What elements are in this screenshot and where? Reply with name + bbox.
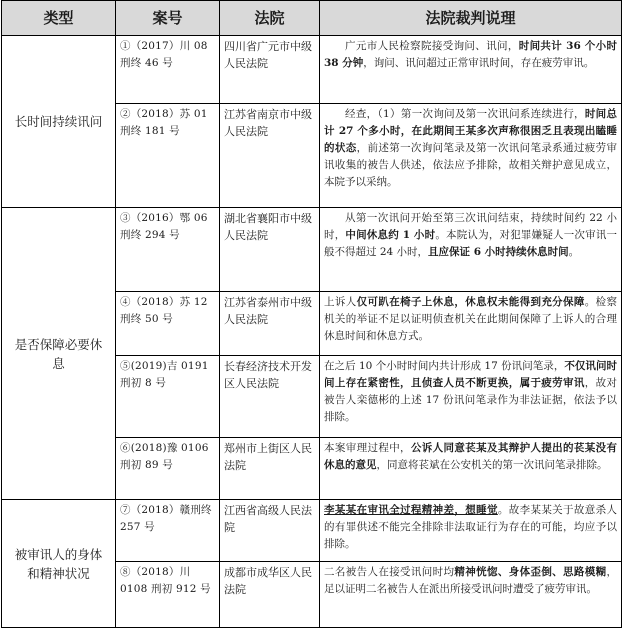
- reason-text: 广元市人民检察院接受询问、讯问，时间共计 36 个小时 38 分钟，询问、讯问超过正常审讯时间，存在疲劳审讯。: [320, 36, 622, 104]
- table-row: [2, 208, 622, 292]
- reason-text: 从第一次讯问开始至第三次讯问结束，持续时间约 22 小时，中间休息约 1 小时。本院认为，对犯罪嫌疑人一次审讯一般不得超过 24 小时，且应保证 6 小时持续休息时间。: [320, 208, 622, 292]
- reason-text: 经查，（1）第一次询问及第一次讯问系连续进行，时间总计 27 个多小时，在此期间王某多次声称很困乏且表现出瞌睡的状态，前述第一次询问笔录及第一次讯问笔录系通过疲劳审讯收集的被告人供述，依法应予排除，故相关辩护意见成立，本院予以采纳。: [320, 104, 622, 208]
- reason-text: 上诉人仅可趴在椅子上休息，休息权未能得到充分保障。检察机关的举证不足以证明侦查机关在此期间保障了上诉人的合理休息时间和休息方式。: [320, 292, 622, 356]
- case-number: ⑥(2018)豫 0106 刑初 89 号: [116, 438, 220, 500]
- case-number: ①（2017）川 08 刑终 46 号: [116, 36, 220, 104]
- table-row: [2, 36, 622, 104]
- court-name: 江苏省南京市中级人民法院: [220, 104, 320, 208]
- reason-text: 李某某在审讯全过程精神差，想睡觉。故李某某关于故意杀人的有罪供述不能完全排除非法取证行为存在的可能，均应予以排除。: [320, 500, 622, 562]
- case-number: ⑤(2019)吉 0191 刑初 8 号: [116, 356, 220, 438]
- court-name: 成都市成华区人民法院: [220, 562, 320, 628]
- court-name: 江西省高级人民法院: [220, 500, 320, 562]
- court-name: 湖北省襄阳市中级人民法院: [220, 208, 320, 292]
- court-name: 四川省广元市中级人民法院: [220, 36, 320, 104]
- header-type: 类型: [2, 1, 116, 36]
- table-row: [2, 500, 622, 562]
- judgment-table: [1, 0, 622, 628]
- type-cell: 被审讯人的身体和精神状况: [2, 500, 116, 628]
- case-number: ⑧（2018）川 0108 刑初 912 号: [116, 562, 220, 628]
- case-number: ②（2018）苏 01 刑终 181 号: [116, 104, 220, 208]
- header-case: 案号: [116, 1, 220, 36]
- header-court: 法院: [220, 1, 320, 36]
- header-reason: 法院裁判说理: [320, 1, 622, 36]
- case-number: ④（2018）苏 12 刑终 50 号: [116, 292, 220, 356]
- reason-text: 在之后 10 个小时时间内共计形成 17 份讯问笔录，不仅讯问时间上存在紧密性，且侦查人员不断更换，属于疲劳审讯，故对被告人栾德彬的上述 17 份讯问笔录作为非法证据，依法予以排除。: [320, 356, 622, 438]
- reason-text: 本案审理过程中，公诉人同意苌某及其辩护人提出的苌某没有休息的意见，同意将苌斌在公安机关的第一次讯问笔录排除。: [320, 438, 622, 500]
- court-name: 长春经济技术开发区人民法院: [220, 356, 320, 438]
- case-number: ③（2016）鄂 06 刑终 294 号: [116, 208, 220, 292]
- type-cell: 是否保障必要休息: [2, 208, 116, 500]
- court-name: 江苏省泰州市中级人民法院: [220, 292, 320, 356]
- court-name: 郑州市上街区人民法院: [220, 438, 320, 500]
- case-number: ⑦（2018）赣刑终 257 号: [116, 500, 220, 562]
- header-row: [2, 1, 622, 36]
- reason-text: 二名被告人在接受讯问时均精神恍惚、身体歪倒、思路模糊，足以证明二名被告人在派出所接受讯问时遭受了疲劳审讯。: [320, 562, 622, 628]
- type-cell: 长时间持续讯问: [2, 36, 116, 208]
